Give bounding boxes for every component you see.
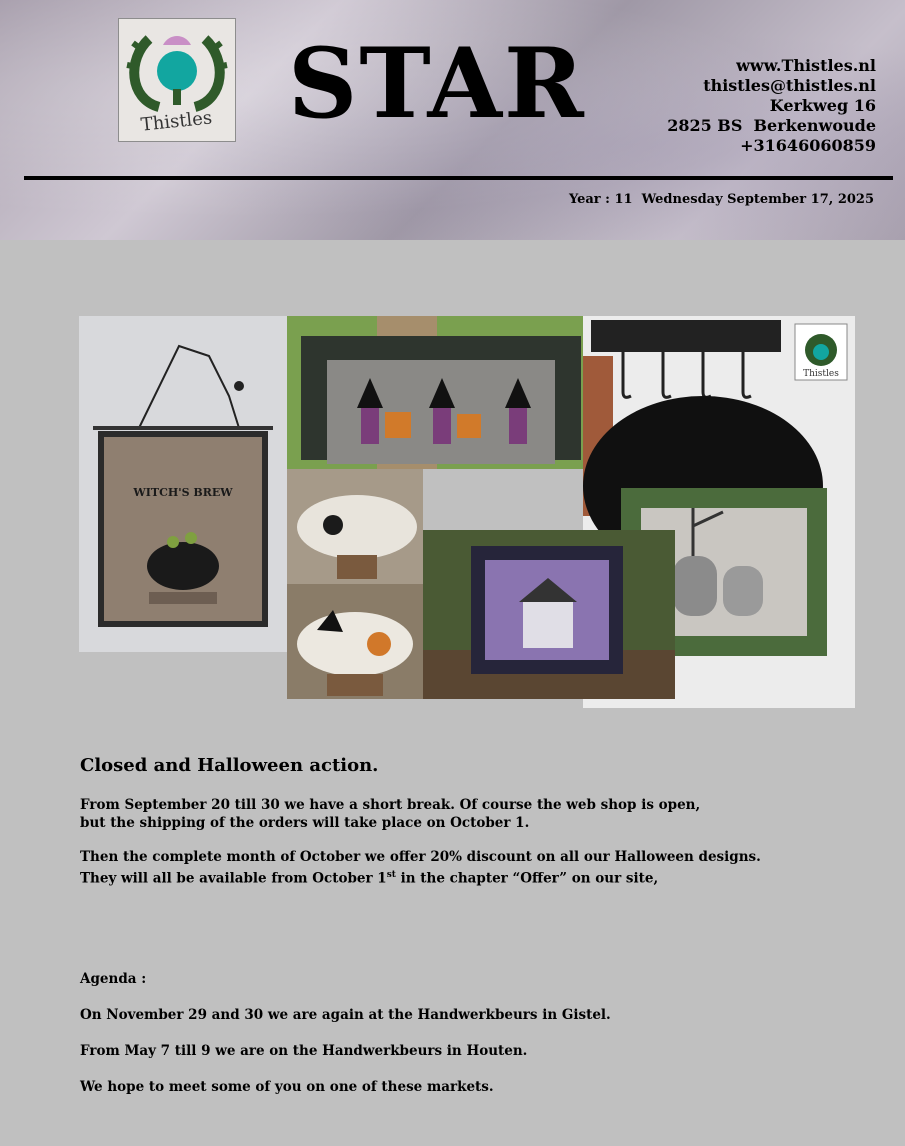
article-title: Closed and Halloween action. [80,755,379,776]
thistles-logo[interactable] [118,18,236,142]
pumpkin-pincushion-icon [287,469,423,584]
witchs-brew-photo[interactable] [79,316,287,652]
witch-hat-hanger-icon [79,316,287,652]
email-link[interactable]: thistles@thistles.nl [703,76,876,95]
pumpkin-pincushion-bottom-photo[interactable] [287,584,423,699]
thistle-logo-icon [119,19,235,141]
graveyard-watermark: Thistles [803,369,839,379]
paragraph-2-text-after: in the chapter “Offer” on our site, [395,870,659,887]
ordinal-suffix: st [386,870,396,880]
city-address: 2825 BS Berkenwoude [667,116,876,135]
article-paragraph-2-line-2 [80,866,860,888]
witches-frame-photo[interactable] [287,316,583,469]
phone-number: +31646060859 [740,136,876,155]
haunted-house-frame-icon [423,530,675,699]
agenda-label: Agenda : [80,970,147,987]
street-address: Kerkweg 16 [769,96,876,115]
article-paragraph-1-line-1: From September 20 till 30 we have a short break. Of course the web shop is open, [80,797,701,813]
header-divider [24,176,893,180]
main-article [80,755,860,1096]
paragraph-2-text-before: They will all be available from October 1 [80,870,387,887]
stitched-title: WITCH'S BREW [133,486,233,499]
agenda-item-gistel: On November 29 and 30 we are again at the Handwerkbeurs in Gistel. [80,1006,611,1023]
article-paragraph-2-line-1: Then the complete month of October we offer 20% discount on all our Halloween designs. [80,849,761,865]
pumpkin-pincushion-icon [287,584,423,699]
agenda-item-houten: From May 7 till 9 we are on the Handwerkbeurs in Houten. [80,1042,528,1059]
contact-block [667,56,876,156]
pumpkin-pincushion-top-photo[interactable] [287,469,423,584]
agenda-closing: We hope to meet some of you on one of these markets. [80,1078,494,1095]
haunted-house-photo[interactable] [423,530,675,699]
issue-dateline: Year : 11 Wednesday September 17, 2025 [568,192,874,207]
header-banner [0,0,905,240]
masthead-title: STAR [288,27,586,140]
website-link[interactable]: www.Thistles.nl [736,56,876,75]
three-witches-sampler-icon [287,316,583,469]
article-paragraph-1-line-2: but the shipping of the orders will take place on October 1. [80,815,530,831]
logo-text: Thistles [139,107,214,136]
halloween-collage [79,316,855,708]
